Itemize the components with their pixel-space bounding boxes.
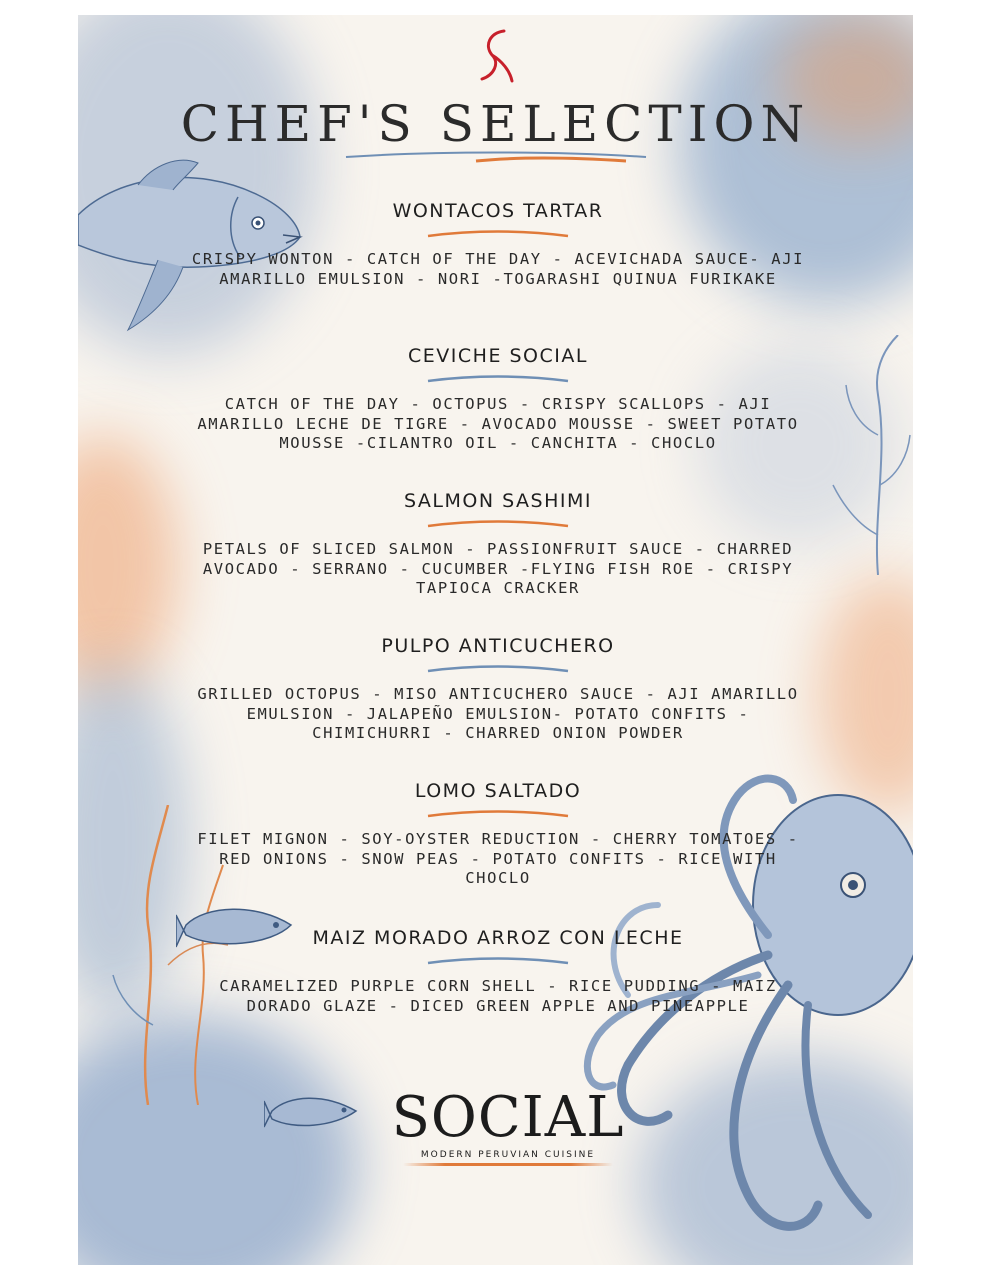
dish-name: PULPO ANTICUCHERO xyxy=(381,635,615,657)
logo-tagline: MODERN PERUVIAN CUISINE xyxy=(420,1150,596,1160)
dish-divider xyxy=(423,518,573,530)
dish-name: MAIZ MORADO ARROZ CON LECHE xyxy=(312,927,684,949)
dish-description: PETALS OF SLICED SALMON - PASSIONFRUIT SAUCE - CHARRED AVOCADO - SERRANO - CUCUMBER -FLYING FISH ROE - CRISPY TAPIOCA CRACKER xyxy=(202,540,794,597)
dish-description: CARAMELIZED PURPLE CORN SHELL - RICE PUDDING - MAIZ DORADO GLAZE - DICED GREEN APPLE AND PINEAPPLE xyxy=(219,977,777,1015)
dish-description: GRILLED OCTOPUS - MISO ANTICUCHERO SAUCE - AJI AMARILLO EMULSION - JALAPEÑO EMULSION- POTATO CONFITS - CHIMICHURRI - CHARRED ONION POWDER xyxy=(197,685,799,742)
dish-divider xyxy=(423,228,573,240)
title-divider xyxy=(336,145,656,169)
dish-item xyxy=(188,345,808,454)
dish-item xyxy=(188,635,808,744)
dish-description: FILET MIGNON - SOY-OYSTER REDUCTION - CHERRY TOMATOES - RED ONIONS - SNOW PEAS - POTATO CONFITS - RICE WITH CHOCLO xyxy=(197,830,799,887)
dish-description: CATCH OF THE DAY - OCTOPUS - CRISPY SCALLOPS - AJI AMARILLO LECHE DE TIGRE - AVOCADO MOUSSE - SWEET POTATO MOUSSE -CILANTRO OIL - CANCHITA - CHOCLO xyxy=(197,395,799,452)
dish-item xyxy=(188,200,808,289)
brand-logo xyxy=(378,1085,638,1166)
dish-name: SALMON SASHIMI xyxy=(404,490,592,512)
logo-wordmark: SOCIAL xyxy=(391,1085,625,1150)
dish-divider xyxy=(423,955,573,967)
menu-content xyxy=(78,15,913,1265)
dish-divider xyxy=(423,663,573,675)
dish-name: CEVICHE SOCIAL xyxy=(408,345,588,367)
dish-item xyxy=(188,927,808,1016)
dish-divider xyxy=(423,373,573,385)
dish-name: LOMO SALTADO xyxy=(414,780,582,802)
dish-name: WONTACOS TARTAR xyxy=(392,200,604,222)
dish-divider xyxy=(423,808,573,820)
logo-underline xyxy=(403,1163,613,1166)
dish-item xyxy=(188,780,808,889)
page-title: CHEF'S SELECTION xyxy=(180,95,811,153)
menu-card xyxy=(78,15,913,1265)
dish-item xyxy=(188,490,808,599)
logo-mark-icon xyxy=(476,27,516,85)
dish-description: CRISPY WONTON - CATCH OF THE DAY - ACEVICHADA SAUCE- AJI AMARILLO EMULSION - NORI -TOGARASHI QUINUA FURIKAKE xyxy=(191,250,805,288)
